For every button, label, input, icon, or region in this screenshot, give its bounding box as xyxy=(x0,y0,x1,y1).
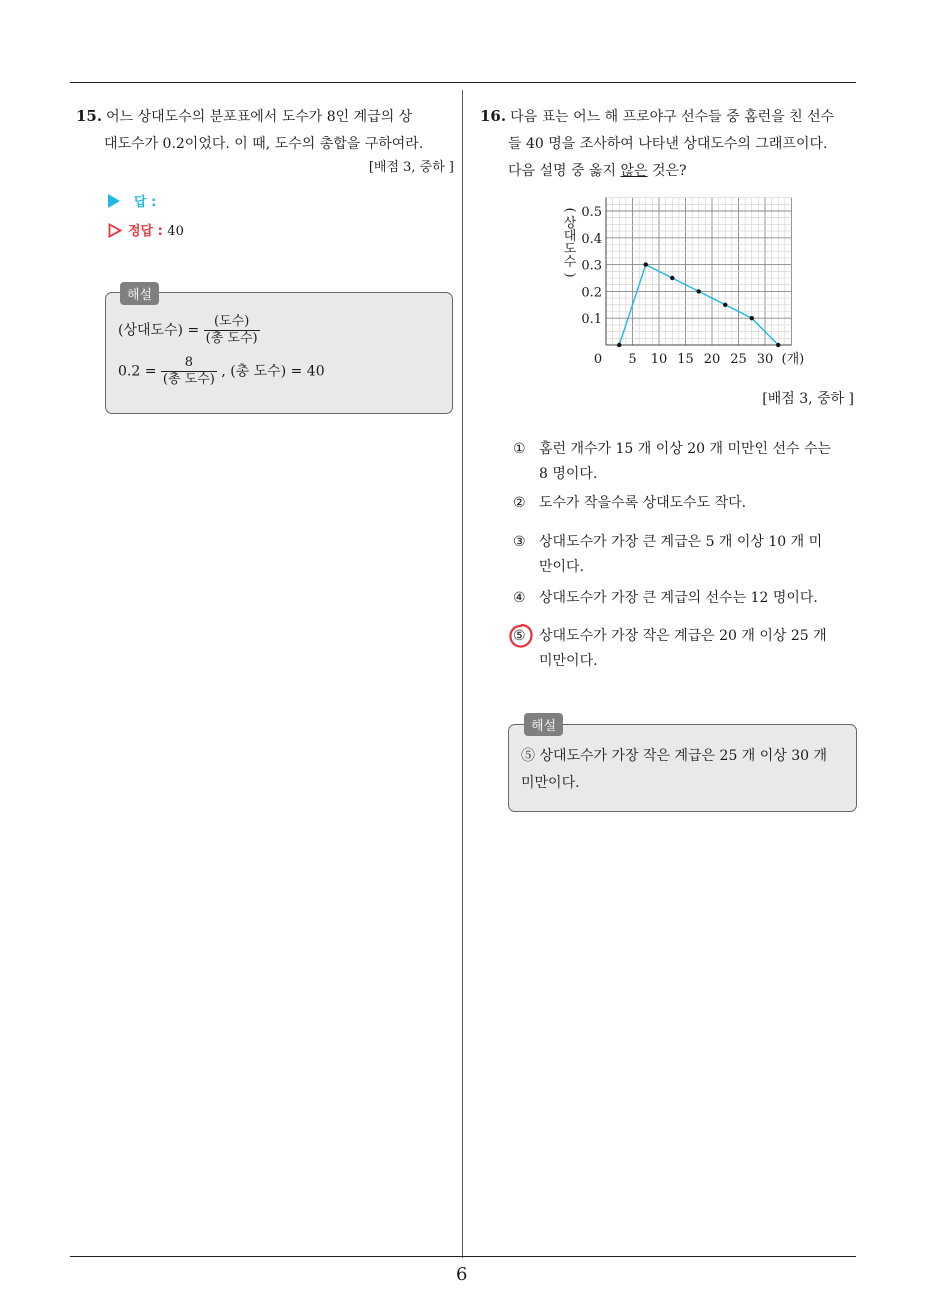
data-point xyxy=(750,316,754,320)
q16-solution-line2: 미만이다. xyxy=(521,775,580,791)
sol-line-2 xyxy=(118,355,325,388)
sol-line2-rhs: , (총 도수) = 40 xyxy=(221,363,325,380)
choice-1-line2: 8 명이다. xyxy=(539,466,598,482)
question-16-line2: 들 40 명을 조사하여 나타낸 상대도수의 그래프이다. xyxy=(508,136,828,152)
x-tick-label: 15 xyxy=(677,352,694,367)
choice-2-line1: 도수가 작을수록 상대도수도 작다. xyxy=(539,495,747,511)
choice-5[interactable] xyxy=(513,624,853,674)
choice-5-line2: 미만이다. xyxy=(539,653,598,669)
x-axis-label: (개) xyxy=(781,352,805,367)
x-tick-label: 10 xyxy=(650,352,668,367)
sol-line1-lhs: (상대도수) = xyxy=(118,322,200,339)
question-16-line3-post: 것은? xyxy=(647,163,687,179)
data-point xyxy=(670,276,674,280)
y-tick-label: 0.4 xyxy=(581,231,602,247)
question-16-solution-box xyxy=(508,724,857,812)
y-axis-label-char: 도 xyxy=(563,242,577,257)
question-15-number: 15. xyxy=(76,107,103,125)
data-point xyxy=(617,343,621,347)
correct-value: 40 xyxy=(167,224,184,239)
chart-y-label xyxy=(562,207,577,277)
question-16-line3-underlined: 않은 xyxy=(620,163,648,179)
x-tick-label: 25 xyxy=(730,352,747,367)
page-number: 6 xyxy=(456,1264,468,1285)
relative-frequency-chart xyxy=(556,192,816,372)
sol-line-1 xyxy=(118,314,260,347)
choice-5-line1: 상대도수가 가장 작은 계급은 20 개 이상 25 개 xyxy=(539,628,827,644)
choice-4[interactable] xyxy=(513,586,853,611)
choice-5-number: ⑤ xyxy=(513,628,526,644)
play-filled-icon xyxy=(108,194,120,208)
data-point xyxy=(697,289,701,293)
top-rule xyxy=(70,82,856,83)
correct-label: 정답 : xyxy=(128,224,163,239)
y-tick-label: 0.1 xyxy=(581,312,602,328)
question-16-line1: 다음 표는 어느 해 프로야구 선수들 중 홈런을 친 선수 xyxy=(510,109,835,125)
sol-line2-fraction xyxy=(161,355,217,388)
frac-den: (총 도수) xyxy=(205,331,258,346)
choice-4-number: ④ xyxy=(513,590,526,606)
column-divider xyxy=(462,90,463,1258)
question-15 xyxy=(76,103,454,180)
question-15-text xyxy=(76,103,454,158)
question-15-score: [배점 3, 중하 ] xyxy=(368,160,454,175)
question-16-text xyxy=(480,103,860,185)
choice-2[interactable] xyxy=(513,491,853,516)
choice-1[interactable] xyxy=(513,437,853,487)
frac-num: (도수) xyxy=(204,314,260,331)
question-16 xyxy=(480,103,860,185)
y-axis-label-char: 상 xyxy=(563,216,577,231)
question-16-score: [배점 3, 중하 ] xyxy=(762,391,854,407)
x-tick-label: 0 xyxy=(593,352,603,367)
question-16-solution-tag: 해설 xyxy=(524,713,563,736)
y-axis-label-char: ) xyxy=(562,272,577,278)
y-tick-label: 0.5 xyxy=(581,205,602,220)
q16-solution-line1: ⑤ 상대도수가 가장 작은 계급은 25 개 이상 30 개 xyxy=(521,748,828,764)
choice-3[interactable] xyxy=(513,530,853,580)
question-15-answer xyxy=(108,190,184,246)
frac-den: (총 도수) xyxy=(162,372,215,387)
question-16-number: 16. xyxy=(480,107,507,125)
choice-1-number: ① xyxy=(513,441,526,457)
question-15-solution-tag: 해설 xyxy=(120,282,159,305)
data-point xyxy=(776,343,780,347)
y-axis-label-char: 대 xyxy=(563,229,577,244)
x-tick-label: 5 xyxy=(628,352,637,367)
q16-solution-text xyxy=(521,743,827,797)
choice-3-number: ③ xyxy=(513,534,526,550)
answer-circle-mark xyxy=(507,622,535,650)
choice-2-number: ② xyxy=(513,495,526,511)
answer-row xyxy=(108,190,184,215)
data-point xyxy=(644,262,648,266)
y-axis-label-char: 수 xyxy=(563,255,577,270)
play-outline-icon xyxy=(108,222,122,246)
question-15-line1: 어느 상대도수의 분포표에서 도수가 8인 계급의 상 xyxy=(106,109,413,125)
question-15-solution-box xyxy=(105,292,453,414)
data-point xyxy=(723,303,727,307)
answer-label: 답 : xyxy=(134,195,157,210)
y-axis-label-char: ( xyxy=(562,207,577,213)
x-tick-label: 30 xyxy=(756,352,774,367)
y-tick-label: 0.2 xyxy=(581,285,602,301)
y-tick-label: 0.3 xyxy=(581,258,602,274)
choice-4-line1: 상대도수가 가장 큰 계급의 선수는 12 명이다. xyxy=(539,590,818,606)
question-15-line2: 대도수가 0.2이었다. 이 때, 도수의 총합을 구하여라. xyxy=(104,136,424,152)
x-tick-label: 20 xyxy=(703,352,721,367)
frac-num: 8 xyxy=(161,355,217,372)
correct-answer-row xyxy=(108,219,184,246)
sol-line2-lhs: 0.2 = xyxy=(118,363,157,380)
chart-ticks xyxy=(581,205,804,367)
choice-3-line2: 만이다. xyxy=(539,559,585,575)
choice-3-line1: 상대도수가 가장 큰 계급은 5 개 이상 10 개 미 xyxy=(539,534,823,550)
bottom-rule xyxy=(70,1256,856,1257)
choice-1-line1: 홈런 개수가 15 개 이상 20 개 미만인 선수 수는 xyxy=(539,441,832,457)
question-16-line3-pre: 다음 설명 중 옳지 xyxy=(508,163,621,179)
chart-grid xyxy=(606,198,792,345)
sol-line1-fraction xyxy=(204,314,260,347)
